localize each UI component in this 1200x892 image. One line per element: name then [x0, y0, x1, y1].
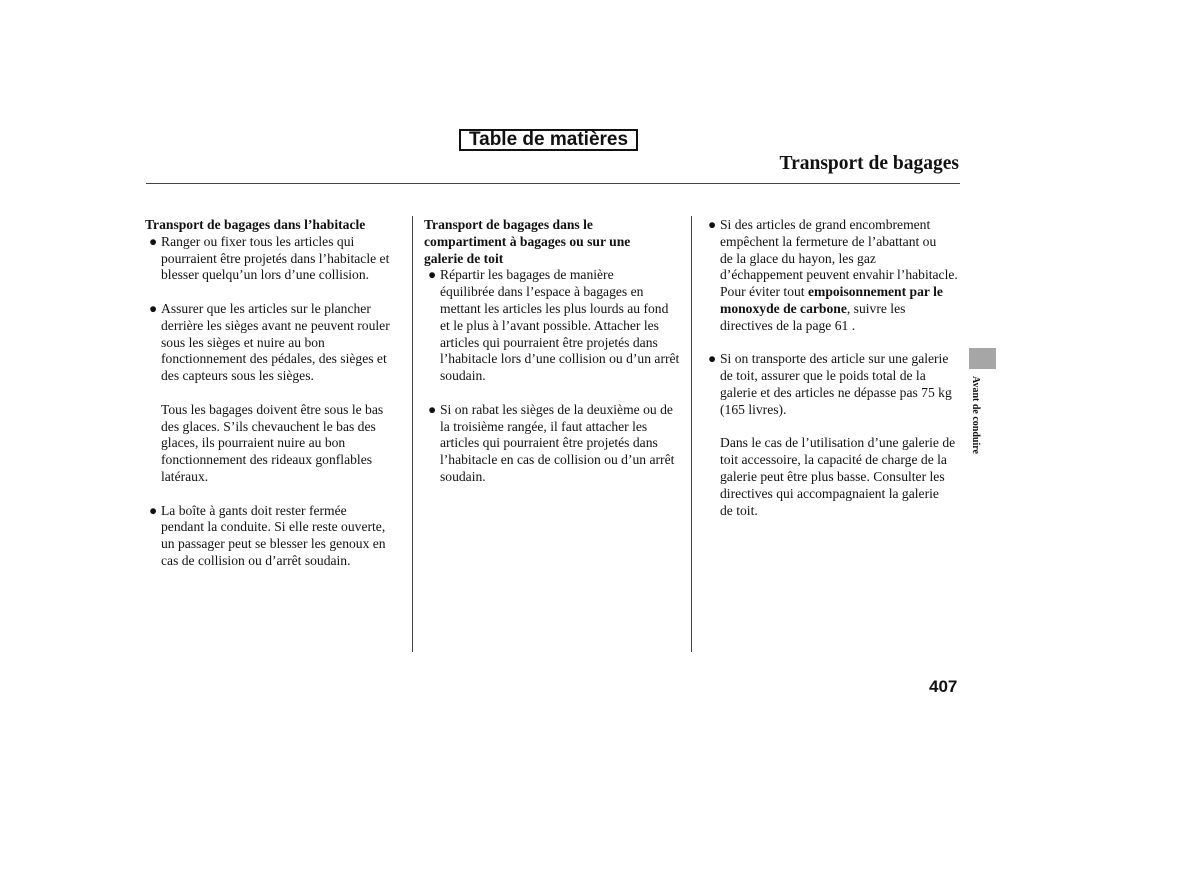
page-title: Transport de bagages — [779, 153, 959, 174]
text-line: d’échappement peuvent envahir l’habitacle. — [720, 267, 958, 283]
bullet-item — [704, 351, 962, 418]
section-heading: Transport de bagages dans l’habitacle — [145, 217, 366, 232]
text-line: galerie peut être plus basse. Consulter les — [720, 468, 945, 484]
emphasis-text: empoisonnement par le — [807, 284, 943, 300]
bullet-item — [145, 234, 407, 284]
text-line: empêchent la fermeture de l’abattant ou — [720, 233, 937, 249]
text-line: latéraux. — [161, 468, 209, 484]
text-line: Dans le cas de l’utilisation d’une galerie de — [720, 435, 956, 451]
emphasis-text: monoxyde de carbone — [720, 300, 847, 316]
paragraph — [704, 435, 962, 519]
text-line: Si on transporte des article sur une galerie — [720, 351, 949, 367]
heading-line: galerie de toit — [424, 250, 504, 266]
text-line: de toit. — [720, 502, 758, 518]
text-line: sous les sièges et nuire au bon — [161, 334, 325, 350]
text-line: soudain. — [440, 368, 486, 384]
text-line: galerie et des articles ne dépasse pas 75 kg — [720, 384, 952, 400]
section-tab-label: Avant de conduire — [970, 376, 981, 454]
heading-line: compartiment à bagages ou sur une — [424, 233, 631, 249]
column-divider — [691, 216, 692, 652]
text-span: , suivre les — [846, 300, 906, 316]
text-line: soudain. — [440, 468, 486, 484]
text-line: directives qui accompagnaient la galerie — [720, 485, 939, 501]
text-line: Tous les bagages doivent être sous le bas — [161, 401, 384, 417]
column-3 — [704, 217, 962, 519]
column-1 — [145, 217, 407, 570]
text-line: cas de collision ou d’arrêt soudain. — [161, 552, 351, 568]
text-line: glaces, ils pourraient nuire au bon — [161, 435, 346, 451]
text-line: des glaces. S’ils chevauchent le bas des — [161, 418, 376, 434]
section-heading — [424, 217, 686, 267]
text-line: de la glace du hayon, les gaz — [720, 250, 876, 266]
text-line: fonctionnement des pédales, des sièges et — [161, 351, 387, 367]
text-line: toit accessoire, la capacité de charge de la — [720, 452, 947, 468]
bullet-icon: ● — [149, 300, 158, 316]
bullet-item — [704, 217, 962, 335]
text-line — [720, 301, 962, 318]
text-span: Pour éviter tout — [720, 284, 808, 300]
text-line: La boîte à gants doit rester fermée — [161, 502, 347, 518]
text-line: des capteurs sous les sièges. — [161, 368, 314, 384]
text-line — [720, 284, 962, 301]
text-line: (165 livres). — [720, 401, 787, 417]
bullet-icon: ● — [708, 217, 717, 232]
column-2 — [424, 217, 686, 486]
bullet-icon: ● — [428, 401, 437, 417]
bullet-icon: ● — [149, 233, 158, 249]
text-line: l’habitacle en cas de collision ou d’un arrêt — [440, 452, 675, 468]
bullet-icon: ● — [708, 351, 717, 367]
text-line: un passager peut se blesser les genoux en — [161, 536, 386, 552]
text-line: Ranger ou fixer tous les articles qui — [161, 233, 355, 249]
page-number: 407 — [929, 677, 958, 696]
header-rule — [146, 183, 960, 184]
text-line: articles qui pourraient être projetés dans — [440, 435, 658, 451]
text-line: derrière les sièges avant ne peuvent rouler — [161, 317, 390, 333]
heading-line: Transport de bagages dans le — [424, 217, 593, 232]
paragraph — [145, 402, 407, 486]
bullet-icon: ● — [428, 267, 437, 283]
bullet-item — [424, 267, 686, 385]
text-line: blesser quelqu’un lors d’une collision. — [161, 267, 370, 283]
column-divider — [412, 216, 413, 652]
text-line: et le plus à l’avant possible. Attacher les — [440, 317, 659, 333]
text-line: Si on rabat les sièges de la deuxième ou de — [440, 401, 673, 417]
text-line: de toit, assurer que le poids total de la — [720, 368, 926, 384]
text-line: pourraient être projetés dans l’habitacle et — [161, 250, 390, 266]
bullet-item — [145, 301, 407, 385]
table-of-contents-button[interactable]: Table de matières — [459, 129, 638, 151]
section-tab-marker — [969, 348, 996, 369]
text-line: Si des articles de grand encombrement — [720, 217, 931, 232]
text-line: l’habitacle lors d’une collision ou d’un arrêt — [440, 351, 680, 367]
text-line: la troisième rangée, il faut attacher les — [440, 418, 648, 434]
text-line: Assurer que les articles sur le plancher — [161, 300, 371, 316]
text-line: fonctionnement des rideaux gonflables — [161, 452, 373, 468]
text-line: mettant les articles les plus lourds au fond — [440, 300, 669, 316]
bullet-item — [145, 503, 407, 570]
text-line: directives de la page 61 . — [720, 317, 856, 333]
text-line: équilibrée dans l’espace à bagages en — [440, 284, 644, 300]
text-line: articles qui pourraient être projetés dans — [440, 334, 658, 350]
bullet-icon: ● — [149, 502, 158, 518]
bullet-item — [424, 402, 686, 486]
text-line: Répartir les bagages de manière — [440, 267, 614, 283]
text-line: pendant la conduite. Si elle reste ouverte, — [161, 519, 386, 535]
